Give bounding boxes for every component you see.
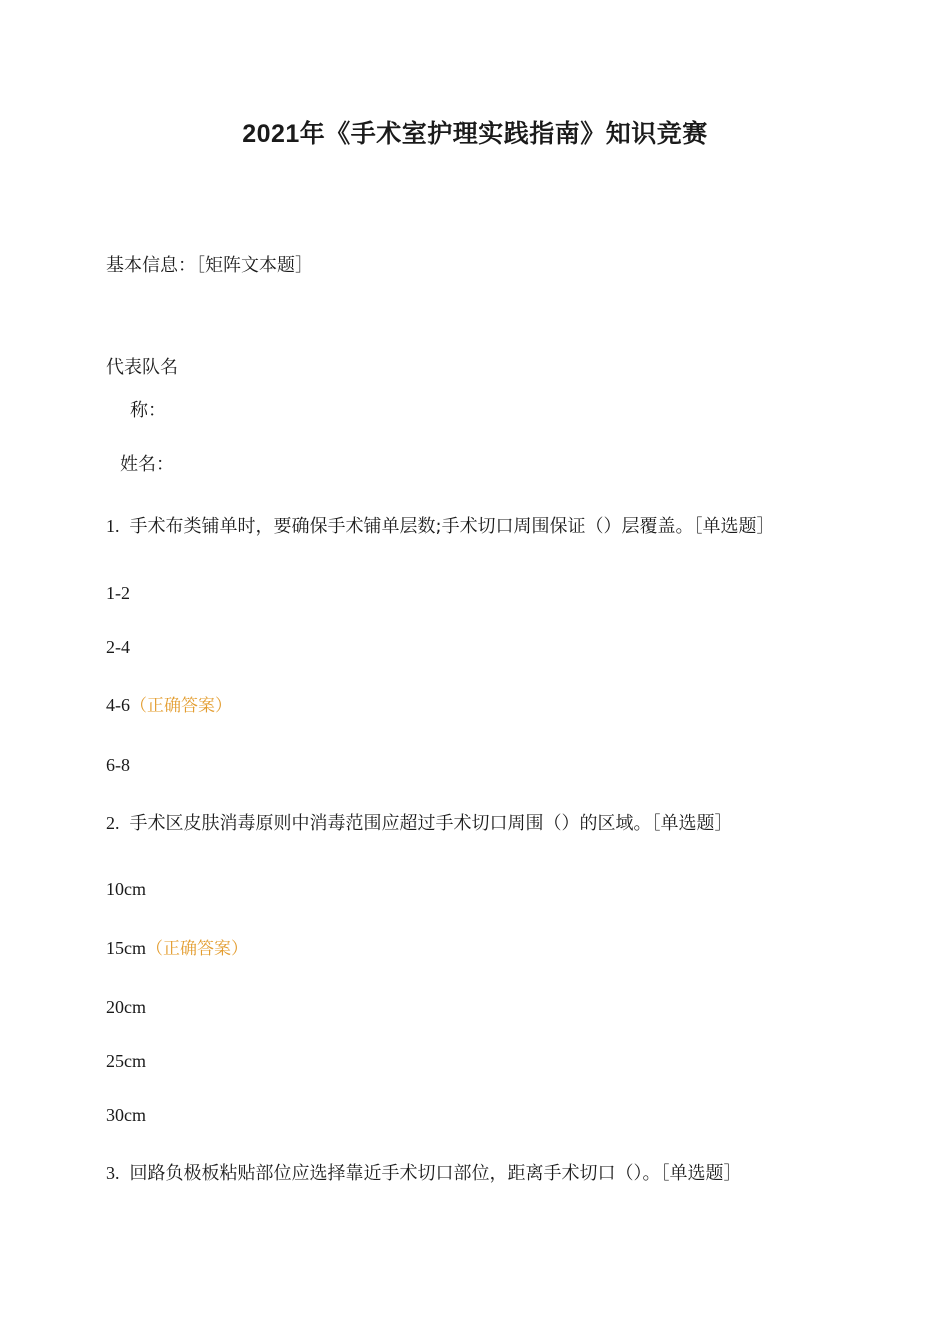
question-2	[106, 813, 733, 835]
option-text: 10cm	[106, 879, 146, 899]
question-text: 手术区皮肤消毒原则中消毒范围应超过手术切口周围（）的区域。［单选题］	[129, 813, 733, 834]
option-text: 4-6	[106, 695, 130, 715]
question-number: 2.	[106, 813, 120, 833]
option-1-3[interactable]	[106, 695, 232, 717]
question-text: 回路负极板粘贴部位应选择靠近手术切口部位，距离手术切口（）。［单选题］	[129, 1163, 742, 1184]
question-text: 手术布类铺单时，要确保手术铺单层数;手术切口周围保证（）层覆盖。［单选题］	[129, 516, 775, 537]
option-text: 15cm	[106, 938, 146, 958]
option-text: 1-2	[106, 583, 130, 603]
option-1-4[interactable]	[106, 755, 130, 777]
correct-answer-marker: （正确答案）	[146, 939, 248, 959]
option-1-2[interactable]	[106, 637, 130, 659]
team-name-label: 代表队名	[106, 357, 178, 378]
basic-info-label: 基本信息：［矩阵文本题］	[106, 255, 313, 276]
question-3	[106, 1163, 742, 1185]
team-name-label-continued: 称：	[130, 400, 166, 421]
option-text: 6-8	[106, 755, 130, 775]
option-text: 2-4	[106, 637, 130, 657]
option-2-5[interactable]	[106, 1105, 146, 1127]
option-text: 30cm	[106, 1105, 146, 1125]
option-1-1[interactable]	[106, 583, 130, 605]
name-label: 姓名：	[120, 454, 174, 475]
question-number: 3.	[106, 1163, 120, 1183]
question-1	[106, 516, 775, 538]
option-text: 20cm	[106, 997, 146, 1017]
question-number: 1.	[106, 516, 120, 536]
option-2-1[interactable]	[106, 879, 146, 901]
option-text: 25cm	[106, 1051, 146, 1071]
option-2-3[interactable]	[106, 997, 146, 1019]
option-2-4[interactable]	[106, 1051, 146, 1073]
document-title: 2021年《手术室护理实践指南》知识竞赛	[242, 120, 708, 148]
correct-answer-marker: （正确答案）	[130, 696, 232, 716]
option-2-2[interactable]	[106, 938, 248, 960]
